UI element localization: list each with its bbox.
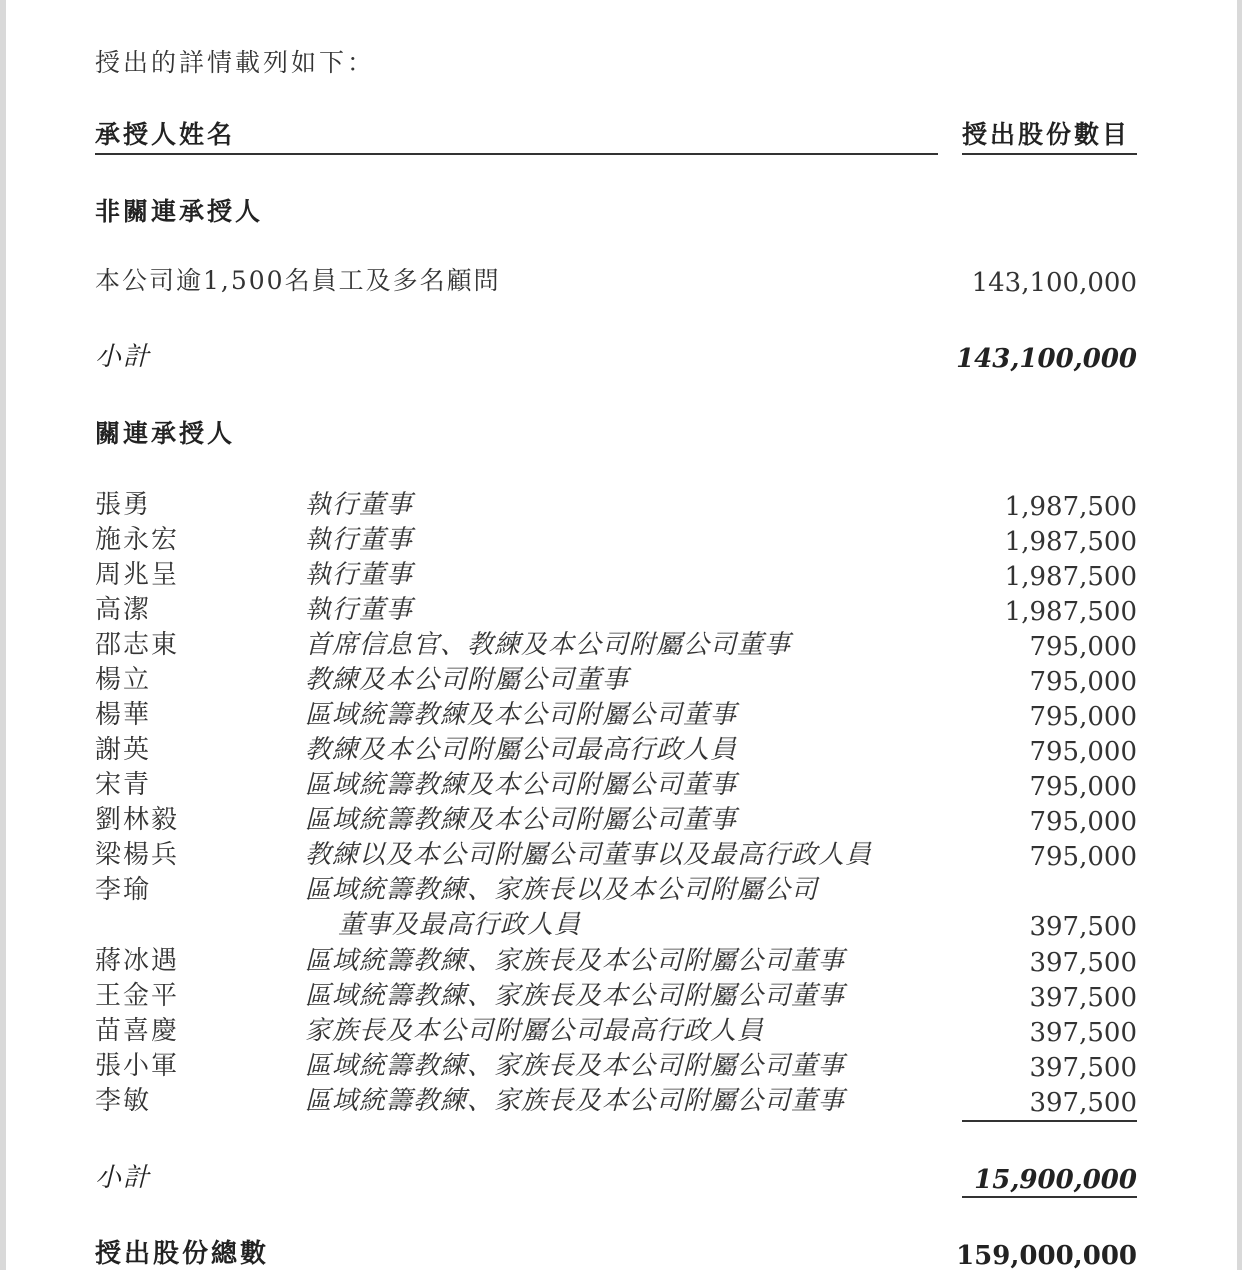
grantee-name: 宋青 bbox=[95, 770, 152, 800]
grantee-name: 苗喜慶 bbox=[95, 1016, 180, 1046]
header-rule-right bbox=[962, 153, 1137, 155]
non-connected-subtotal-value: 143,100,000 bbox=[956, 344, 1137, 374]
grantee-name: 謝英 bbox=[95, 735, 152, 765]
grantee-name: 張小軍 bbox=[95, 1051, 180, 1081]
grantee-shares: 1,987,500 bbox=[1004, 492, 1137, 522]
grantee-shares: 795,000 bbox=[1029, 667, 1137, 697]
grantee-name: 楊立 bbox=[95, 665, 152, 695]
grantee-name: 蔣冰遇 bbox=[95, 946, 180, 976]
grantee-shares: 397,500 bbox=[1029, 983, 1137, 1013]
grantee-role: 區域統籌教練及本公司附屬公司董事 bbox=[305, 700, 738, 730]
grantee-name: 王金平 bbox=[95, 981, 180, 1011]
non-connected-row-label: 本公司逾1,500名員工及多名顧問 bbox=[95, 266, 501, 295]
grantee-role: 區域統籌教練及本公司附屬公司董事 bbox=[305, 770, 738, 800]
grantee-name: 楊華 bbox=[95, 700, 152, 730]
grantee-role: 執行董事 bbox=[305, 595, 414, 625]
grantee-shares: 397,500 bbox=[1029, 1088, 1137, 1118]
grantee-shares: 1,987,500 bbox=[1004, 527, 1137, 557]
page-edge-left bbox=[0, 0, 6, 1270]
grantee-shares: 1,987,500 bbox=[1004, 562, 1137, 592]
intro-text: 授出的詳情載列如下： bbox=[95, 48, 376, 77]
grantee-name: 李瑜 bbox=[95, 875, 152, 905]
grantee-shares: 397,500 bbox=[1029, 948, 1137, 978]
grantee-name: 高潔 bbox=[95, 595, 152, 625]
grantee-shares: 397,500 bbox=[1029, 1053, 1137, 1083]
connected-subtotal-value: 15,900,000 bbox=[974, 1165, 1137, 1195]
grantee-shares: 795,000 bbox=[1029, 737, 1137, 767]
grantee-name: 梁楊兵 bbox=[95, 840, 180, 870]
page-edge-right bbox=[1237, 0, 1242, 1270]
grantee-shares: 795,000 bbox=[1029, 807, 1137, 837]
grantee-shares: 795,000 bbox=[1029, 842, 1137, 872]
grantee-role: 執行董事 bbox=[305, 490, 414, 520]
grantee-shares: 397,500 bbox=[1029, 912, 1137, 942]
non-connected-row-value: 143,100,000 bbox=[971, 268, 1137, 298]
grantee-name: 劉林毅 bbox=[95, 805, 180, 835]
grantee-role: 區域統籌教練、家族長以及本公司附屬公司 bbox=[305, 875, 819, 905]
total-value: 159,000,000 bbox=[956, 1241, 1137, 1271]
grantee-role: 區域統籌教練、家族長及本公司附屬公司董事 bbox=[305, 1051, 846, 1081]
grantee-role: 區域統籌教練、家族長及本公司附屬公司董事 bbox=[305, 946, 846, 976]
grantee-role: 區域統籌教練、家族長及本公司附屬公司董事 bbox=[305, 1086, 846, 1116]
non-connected-title: 非關連承授人 bbox=[95, 197, 264, 226]
grantee-role: 執行董事 bbox=[305, 560, 414, 590]
grantee-role-continued: 董事及最高行政人員 bbox=[338, 910, 582, 940]
grantee-shares: 795,000 bbox=[1029, 702, 1137, 732]
grantee-role: 教練及本公司附屬公司最高行政人員 bbox=[305, 735, 738, 765]
shares-granted-header: 授出股份數目 bbox=[962, 120, 1131, 149]
subtotal-rule-bottom bbox=[962, 1196, 1137, 1198]
total-label: 授出股份總數 bbox=[95, 1239, 270, 1269]
grantee-name-header: 承授人姓名 bbox=[95, 120, 236, 149]
grantee-role: 家族長及本公司附屬公司最高行政人員 bbox=[305, 1016, 765, 1046]
non-connected-subtotal-label: 小計 bbox=[95, 342, 152, 372]
grantee-role: 教練以及本公司附屬公司董事以及最高行政人員 bbox=[305, 840, 873, 870]
grantee-name: 周兆呈 bbox=[95, 560, 180, 590]
grantee-shares: 1,987,500 bbox=[1004, 597, 1137, 627]
header-rule-left bbox=[95, 153, 938, 155]
connected-title: 關連承授人 bbox=[95, 419, 236, 448]
grantee-role: 執行董事 bbox=[305, 525, 414, 555]
grantee-role: 區域統籌教練及本公司附屬公司董事 bbox=[305, 805, 738, 835]
connected-subtotal-label: 小計 bbox=[95, 1163, 152, 1193]
grantee-role: 教練及本公司附屬公司董事 bbox=[305, 665, 630, 695]
grantee-role: 首席信息官、教練及本公司附屬公司董事 bbox=[305, 630, 792, 660]
grantee-shares: 795,000 bbox=[1029, 772, 1137, 802]
grantee-role: 區域統籌教練、家族長及本公司附屬公司董事 bbox=[305, 981, 846, 1011]
grantee-name: 李敏 bbox=[95, 1086, 152, 1116]
grantee-shares: 795,000 bbox=[1029, 632, 1137, 662]
subtotal-rule-top bbox=[962, 1120, 1137, 1122]
grantee-name: 邵志東 bbox=[95, 630, 180, 660]
grantee-name: 施永宏 bbox=[95, 525, 180, 555]
grantee-shares: 397,500 bbox=[1029, 1018, 1137, 1048]
grantee-name: 張勇 bbox=[95, 490, 152, 520]
